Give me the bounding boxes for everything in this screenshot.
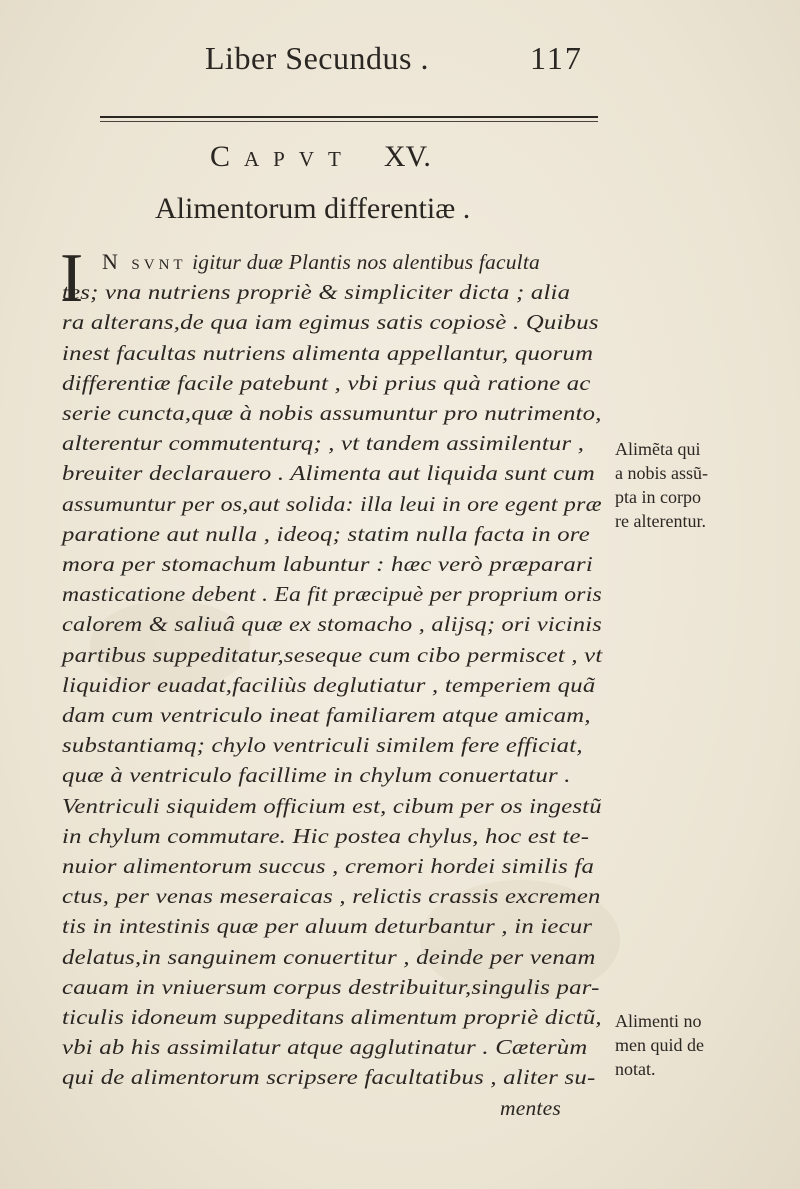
page-number: 117 <box>530 40 583 76</box>
line-text: Ventriculi siquidem officium est, cibum per os ingestũ <box>62 793 602 818</box>
text-line <box>62 792 602 820</box>
line-text: mora per stomachum labuntur : hæc verò præparari <box>62 552 593 576</box>
margin-note-line: Alimenti no <box>615 1011 702 1031</box>
line-text: serie cuncta,quæ à nobis assumuntur pro nutrimento, <box>62 401 602 425</box>
line-text: dam cum ventriculo ineat familiarem atque amicam, <box>62 703 591 727</box>
drop-cap: I <box>60 240 84 317</box>
text-line <box>62 852 594 880</box>
line-text: quæ à ventriculo facillime in chylum conuertatur . <box>62 763 571 788</box>
text-line <box>62 550 593 578</box>
text-line <box>62 459 595 487</box>
text-line <box>62 580 602 608</box>
text-line <box>62 520 590 548</box>
line-text: ctus, per venas meseraicas , relictis crassis excremen <box>62 884 601 909</box>
text-line <box>62 369 591 397</box>
line-text: ticulis idoneum suppeditans alimentum propriè dictũ, <box>62 1005 602 1029</box>
margin-note-line: notat. <box>615 1059 656 1079</box>
line-text: assumuntur per os,aut solida: illa leui in ore egent præ <box>62 491 602 516</box>
line-text: delatus,in sanguinem conuertitur , deinde per venam <box>62 944 596 969</box>
chapter-number: XV. <box>383 140 431 173</box>
text-line <box>62 399 602 427</box>
line-text: ra alterans,de qua iam egimus satis copiosè . Quibus <box>62 310 599 335</box>
line-text: mentes <box>500 1095 561 1120</box>
line-text: inest facultas nutriens alimenta appellantur, quorum <box>62 340 594 365</box>
text-line <box>102 248 540 276</box>
text-line <box>62 701 591 729</box>
margin-note-line: a nobis assũ- <box>615 463 708 483</box>
line-text: vbi ab his assimilatur atque agglutinatur . Cæterùm <box>62 1035 588 1060</box>
text-line <box>62 973 600 1001</box>
line-text: cauam in vniuersum corpus destribuitur,singulis par- <box>62 974 600 999</box>
text-line <box>62 1063 595 1091</box>
text-line <box>62 1033 587 1061</box>
line-text: qui de alimentorum scripsere facultatibus , aliter su- <box>62 1065 596 1090</box>
line-text: paratione aut nulla , ideoq; statim nulla facta in ore <box>62 521 590 546</box>
line-text: masticatione debent . Ea fit præcipuè per proprium oris <box>62 582 602 607</box>
text-line <box>62 429 584 457</box>
line-text: tis in intestinis quæ per aluum deturbantur , in iecur <box>62 914 593 939</box>
line-text: breuiter declarauero . Alimenta aut liquida sunt cum <box>62 461 595 486</box>
chapter-label: Capvt <box>210 140 355 173</box>
line-text: calorem & saliuâ quæ ex stomacho , alijsq; ori vicinis <box>62 612 602 637</box>
margin-note-line: pta in corpo <box>615 487 701 507</box>
text-line <box>62 308 599 336</box>
text-line <box>62 731 583 759</box>
header-rule-thin <box>100 121 598 122</box>
line-text: alterentur commutenturq; , vt tandem assimilentur , <box>62 431 585 456</box>
line-text: liquidior euadat,faciliùs deglutiatur , temperiem quã <box>62 672 596 697</box>
text-line <box>62 339 593 367</box>
line-text: igitur duæ Plantis nos alentibus faculta <box>186 250 540 274</box>
line-text: tes; vna nutriens propriè & simpliciter dicta ; alia <box>62 280 571 305</box>
text-line <box>62 1003 602 1031</box>
margin-note-line: re alterentur. <box>615 511 706 531</box>
section-title: Alimentorum differentiæ . <box>155 192 471 225</box>
text-line <box>62 943 596 971</box>
text-line <box>62 761 571 789</box>
text-line <box>62 882 601 910</box>
header-rule <box>100 116 598 118</box>
margin-note-line: Alimẽta qui <box>615 439 701 459</box>
text-line <box>62 671 595 699</box>
text-line <box>62 822 589 850</box>
text-line <box>62 610 602 638</box>
text-line <box>62 490 602 518</box>
text-line <box>62 641 602 669</box>
opening-word: N svnt <box>102 249 187 274</box>
text-line <box>500 1094 561 1122</box>
chapter-heading <box>210 140 431 174</box>
line-text: differentiæ facile patebunt , vbi prius quà ratione ac <box>62 370 591 395</box>
line-text: nuior alimentorum succus , cremori hordei similis fa <box>62 854 595 878</box>
line-text: partibus suppeditatur,seseque cum cibo permiscet , vt <box>62 642 603 667</box>
margin-note-line: men quid de <box>615 1035 704 1055</box>
line-text: in chylum commutare. Hic postea chylus, hoc est te- <box>62 823 590 848</box>
text-line <box>62 912 592 940</box>
text-line <box>62 278 570 306</box>
running-head: Liber Secundus . <box>205 40 429 76</box>
line-text: substantiamq; chylo ventriculi similem fere efficiat, <box>62 733 583 758</box>
